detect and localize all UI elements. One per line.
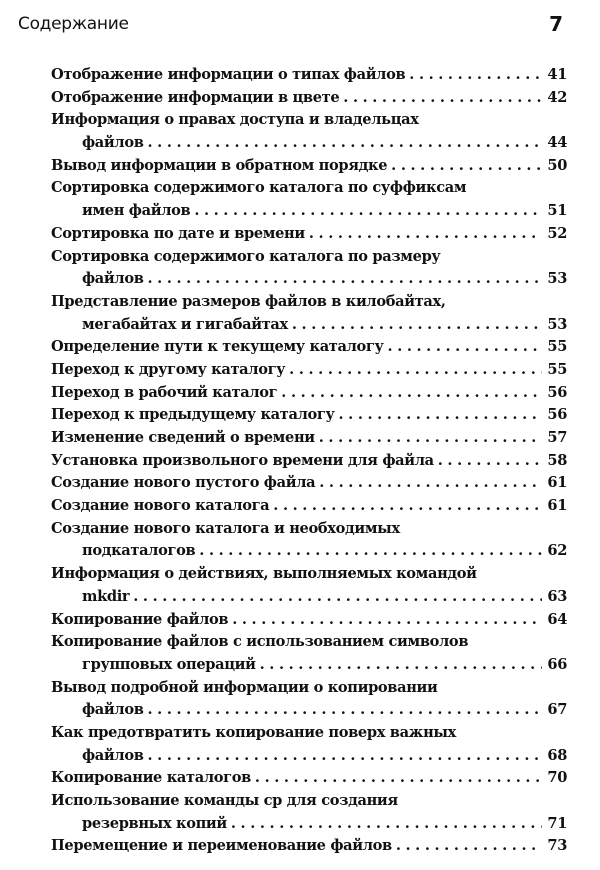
toc-entry-title: Представление размеров файлов в килобайтах, (51, 292, 446, 310)
dot-leader (148, 268, 543, 291)
toc-entry-last-line (51, 404, 567, 427)
toc-entry-title: mkdir (82, 587, 130, 605)
toc-entry-last-line (51, 359, 567, 382)
toc-page-number: 70 (547, 769, 567, 787)
toc-page-number: 61 (547, 497, 567, 515)
table-of-contents (51, 64, 567, 858)
toc-entry-title: Создание нового пустого файла (51, 474, 316, 492)
toc-entry-title: Создание нового каталога (51, 497, 270, 515)
toc-entry-title: файлов (82, 134, 144, 152)
toc-page-number: 41 (547, 66, 567, 83)
toc-entry-last-line (51, 586, 567, 609)
toc-entry[interactable] (51, 835, 567, 858)
toc-entry[interactable] (51, 722, 567, 767)
toc-entry-line (51, 722, 567, 745)
toc-entry[interactable] (51, 359, 567, 382)
dot-leader (292, 314, 543, 337)
toc-entry-title: мегабайтах и гигабайтах (82, 315, 288, 333)
dot-leader (148, 699, 543, 722)
toc-entry[interactable] (51, 64, 567, 87)
toc-page-number: 61 (547, 474, 567, 492)
toc-entry[interactable] (51, 790, 567, 835)
toc-entry-last-line (51, 155, 567, 178)
toc-entry-last-line (51, 314, 567, 337)
toc-entry[interactable] (51, 109, 567, 154)
toc-entry-title: Изменение сведений о времени (51, 429, 315, 446)
toc-entry-title: подкаталогов (82, 542, 196, 560)
toc-entry-title: Отображение информации в цвете (51, 88, 340, 106)
toc-entry-title: Вывод информации в обратном порядке (51, 156, 388, 174)
dot-leader (232, 609, 542, 632)
dot-leader (281, 382, 542, 405)
toc-entry-title: имен файлов (82, 202, 191, 220)
dot-leader (289, 359, 542, 382)
toc-entry-line (51, 677, 567, 700)
toc-entry-line (51, 790, 567, 813)
dot-leader (438, 450, 543, 473)
toc-entry-last-line (51, 835, 567, 858)
toc-entry-line (51, 631, 567, 654)
toc-entry-line (51, 291, 567, 314)
toc-entry-title: Копирование файлов (51, 610, 229, 628)
toc-entry-last-line (51, 495, 567, 518)
toc-page-number: 56 (547, 383, 567, 401)
dot-leader (339, 404, 543, 427)
toc-entry-last-line (51, 540, 567, 563)
toc-entry-title: Сортировка содержимого каталога по суффиксам (51, 179, 467, 197)
toc-entry-last-line (51, 609, 567, 632)
toc-entry[interactable] (51, 609, 567, 632)
toc-entry-last-line (51, 223, 567, 246)
toc-entry-last-line (51, 472, 567, 495)
dot-leader (133, 586, 542, 609)
toc-entry[interactable] (51, 563, 567, 608)
toc-entry[interactable] (51, 427, 567, 450)
toc-entry-title: резервных копий (82, 814, 227, 832)
toc-entry-title: Копирование файлов с использованием символов (51, 633, 469, 651)
toc-entry-title: групповых операций (82, 655, 256, 673)
toc-entry-title: Копирование каталогов (51, 769, 251, 787)
toc-page-number: 73 (547, 837, 567, 855)
toc-entry-last-line (51, 200, 567, 223)
toc-entry[interactable] (51, 291, 567, 336)
toc-entry-title: файлов (82, 701, 144, 719)
toc-page-number: 50 (547, 156, 567, 174)
toc-entry[interactable] (51, 495, 567, 518)
toc-page-number: 68 (547, 746, 567, 764)
dot-leader (199, 540, 542, 563)
toc-entry-last-line (51, 450, 567, 473)
toc-entry-title: Установка произвольного времени для файла (51, 451, 434, 469)
toc-entry-title: Информация о правах доступа и владельцах (51, 111, 419, 129)
toc-entry[interactable] (51, 472, 567, 495)
section-title: Содержание (18, 14, 129, 34)
toc-entry-title: Сортировка содержимого каталога по размеру (51, 247, 441, 265)
dot-leader (273, 495, 542, 518)
toc-entry-last-line (51, 767, 567, 790)
toc-page-number: 58 (547, 451, 567, 469)
toc-page-number: 55 (547, 338, 567, 356)
toc-entry-title: Переход к предыдущему каталогу (51, 406, 335, 424)
toc-entry-line (51, 177, 567, 200)
toc-entry-last-line (51, 813, 567, 836)
toc-entry-last-line (51, 64, 567, 87)
running-header (18, 14, 570, 44)
toc-entry[interactable] (51, 246, 567, 291)
dot-leader (391, 155, 542, 178)
dot-leader (319, 427, 543, 450)
toc-entry-last-line (51, 654, 567, 677)
toc-entry-last-line (51, 132, 567, 155)
toc-page-number: 44 (547, 134, 567, 152)
dot-leader (409, 64, 542, 87)
toc-entry-line (51, 109, 567, 132)
toc-entry-line (51, 518, 567, 541)
dot-leader (343, 87, 542, 110)
toc-entry[interactable] (51, 631, 567, 676)
toc-entry[interactable] (51, 336, 567, 359)
toc-page-number: 66 (547, 655, 567, 673)
toc-entry[interactable] (51, 87, 567, 110)
toc-entry-last-line (51, 382, 567, 405)
toc-entry[interactable] (51, 677, 567, 722)
toc-page-number: 55 (547, 360, 567, 378)
toc-entry-title: Сортировка по дате и времени (51, 224, 305, 242)
toc-page-number: 64 (547, 610, 567, 628)
toc-entry-last-line (51, 268, 567, 291)
toc-entry-line (51, 246, 567, 269)
toc-entry-last-line (51, 336, 567, 359)
toc-page-number: 51 (547, 202, 567, 220)
toc-entry-last-line (51, 87, 567, 110)
toc-entry-last-line (51, 427, 567, 450)
dot-leader (309, 223, 543, 246)
toc-entry-title: файлов (82, 746, 144, 764)
toc-page-number: 57 (547, 429, 567, 446)
dot-leader (231, 813, 543, 836)
toc-page-number: 52 (547, 224, 567, 242)
toc-entry-title: Отображение информации о типах файлов (51, 66, 406, 83)
toc-page-number: 62 (547, 542, 567, 560)
toc-page-number: 71 (547, 814, 567, 832)
toc-entry[interactable] (51, 518, 567, 563)
toc-entry-title: Использование команды cp для создания (51, 792, 398, 809)
toc-entry[interactable] (51, 767, 567, 790)
toc-entry-last-line (51, 699, 567, 722)
dot-leader (148, 132, 543, 155)
dot-leader (148, 745, 543, 768)
toc-page-number: 42 (547, 88, 567, 106)
toc-entry-title: Как предотвратить копирование поверх важных (51, 723, 457, 741)
toc-entry-title: Переход к другому каталогу (51, 360, 286, 378)
dot-leader (194, 200, 542, 223)
page-number: 7 (549, 12, 563, 36)
toc-entry[interactable] (51, 382, 567, 405)
toc-entry-last-line (51, 745, 567, 768)
toc-entry-line (51, 563, 567, 586)
toc-page-number: 63 (547, 587, 567, 605)
toc-entry-title: Определение пути к текущему каталогу (51, 338, 384, 356)
toc-page-number: 56 (547, 406, 567, 424)
toc-page-number: 53 (547, 315, 567, 333)
dot-leader (388, 336, 543, 359)
dot-leader (319, 472, 542, 495)
toc-entry-title: Создание нового каталога и необходимых (51, 519, 400, 537)
toc-entry-title: Переход в рабочий каталог (51, 383, 278, 401)
dot-leader (255, 767, 542, 790)
toc-entry[interactable] (51, 155, 567, 178)
toc-page-number: 67 (547, 701, 567, 719)
dot-leader (260, 654, 543, 677)
toc-entry[interactable] (51, 223, 567, 246)
toc-entry[interactable] (51, 450, 567, 473)
toc-entry[interactable] (51, 177, 567, 222)
dot-leader (396, 835, 543, 858)
toc-entry-title: Вывод подробной информации о копировании (51, 678, 438, 696)
toc-entry-title: файлов (82, 270, 144, 288)
toc-page-number: 53 (547, 270, 567, 288)
toc-entry-title: Информация о действиях, выполняемых командой (51, 565, 477, 583)
toc-entry-title: Перемещение и переименование файлов (51, 837, 392, 855)
toc-entry[interactable] (51, 404, 567, 427)
